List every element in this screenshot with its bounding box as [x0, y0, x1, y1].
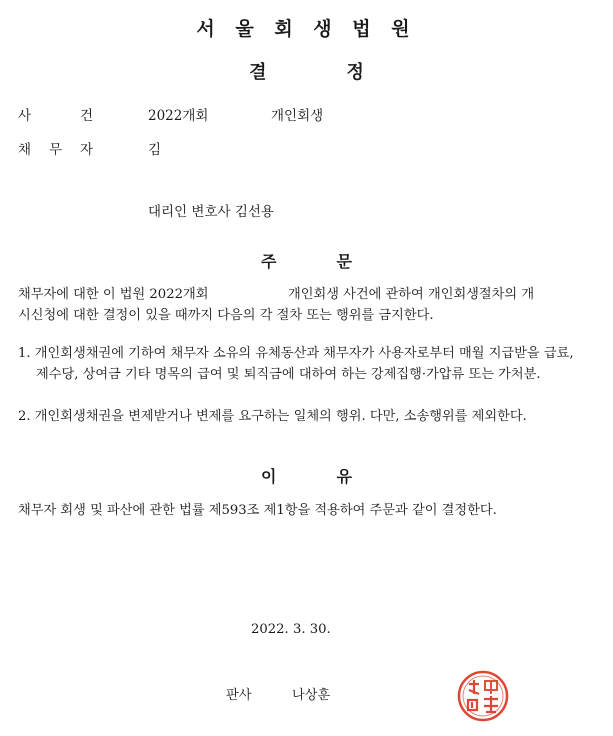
- case-type: 개인회생: [271, 108, 324, 124]
- order-intro-line1-part2: 개인회생 사건에 관하여 개인회생절차의 개: [288, 287, 535, 302]
- order-item-2: 2. 개인회생채권을 변제받거나 변제를 요구하는 일체의 행위. 다만, 소송행위를 제외한다.: [18, 409, 527, 424]
- document-type-char-1: 결: [249, 62, 267, 83]
- order-intro-line1-part1: 채무자에 대한 이 법원 2022개회: [18, 287, 209, 302]
- reason-heading: [0, 464, 613, 487]
- decision-date: 2022. 3. 30.: [251, 622, 331, 637]
- court-name: 서 울 회 생 법 원: [196, 18, 417, 40]
- order-heading-char-2: 문: [336, 252, 352, 271]
- order-intro-line2: 시신청에 대한 결정이 있을 때까지 다음의 각 절차 또는 행위를 금지한다.: [18, 308, 434, 323]
- judge-name: 나상훈: [292, 688, 331, 703]
- debtor-label-3: 자: [80, 142, 94, 158]
- seal-stamp-icon: [455, 668, 511, 724]
- reason-heading-char-1: 이: [261, 467, 277, 486]
- debtor-label-1: 채: [18, 142, 32, 158]
- document-type: [0, 58, 613, 84]
- order-heading: [0, 249, 613, 272]
- reason-heading-char-2: 유: [336, 467, 352, 486]
- debtor-name: 김: [148, 142, 162, 158]
- document-type-char-2: 정: [346, 62, 364, 83]
- debtor-label-2: 무: [49, 142, 63, 158]
- representative: 대리인 변호사 김선용: [148, 204, 274, 220]
- order-heading-char-1: 주: [261, 252, 277, 271]
- case-label-2: 건: [80, 108, 94, 124]
- case-label-1: 사: [18, 108, 32, 124]
- reason-text: 채무자 회생 및 파산에 관한 법률 제593조 제1항을 적용하여 주문과 같이 결정한다.: [18, 503, 497, 518]
- judge-title: 판사: [226, 688, 252, 703]
- order-item-1: 1. 개인회생채권에 기하여 채무자 소유의 유체동산과 채무자가 사용자로부터 매월 지급받을 급료, 제수당, 상여금 기타 명목의 급여 및 퇴직금에 대하여 하는 강제집행·가압류 또는 가처분.: [18, 346, 574, 382]
- judge-seal: [455, 668, 511, 724]
- case-number: 2022개회: [148, 108, 209, 124]
